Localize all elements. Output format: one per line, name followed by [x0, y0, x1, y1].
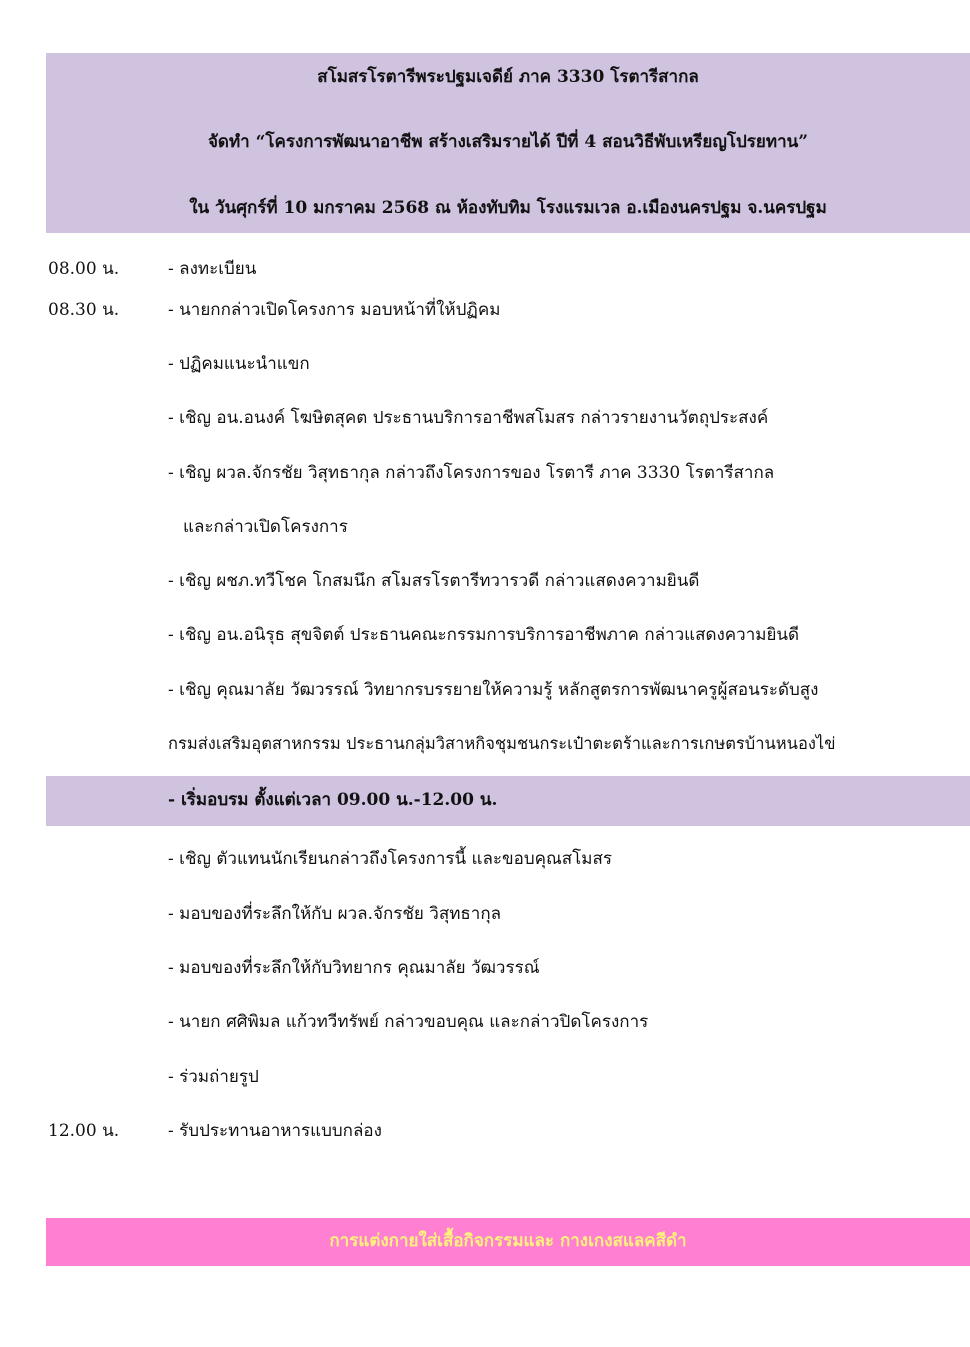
- schedule-item: - เชิญ ผวล.จักรชัย วิสุทธากุล กล่าวถึงโครงการของ โรตารี ภาค 3330 โรตารีสากล: [168, 463, 775, 483]
- schedule-item: - รับประทานอาหารแบบกล่อง: [168, 1121, 382, 1141]
- schedule-time: 08.30 น.: [48, 300, 120, 320]
- schedule-item: - นายกกล่าวเปิดโครงการ มอบหน้าที่ให้ปฏิคม: [168, 300, 501, 320]
- schedule-item: - ร่วมถ่ายรูป: [168, 1067, 259, 1087]
- dress-code-note: การแต่งกายใส่เสื้อกิจกรรมและ กางเกงสแลคสีดำ: [329, 1231, 687, 1251]
- schedule-time: 08.00 น.: [48, 259, 120, 279]
- schedule-item: - มอบของที่ระลึกให้กับวิทยากร คุณมาลัย วัฒวรรณ์: [168, 958, 540, 978]
- schedule-item: - เชิญ ตัวแทนนักเรียนกล่าวถึงโครงการนี้ และขอบคุณสโมสร: [168, 849, 613, 869]
- schedule-item: - เชิญ ผชภ.ทวีโชค โกสมนึก สโมสรโรตารีทวารวดี กล่าวแสดงความยินดี: [168, 571, 700, 591]
- schedule-item: - เชิญ อน.อนงค์ โฆษิตสุคต ประธานบริการอาชีพสโมสร กล่าวรายงานวัตถุประสงค์: [168, 408, 769, 428]
- schedule-item: - มอบของที่ระลึกให้กับ ผวล.จักรชัย วิสุทธากุล: [168, 904, 502, 924]
- project-title: จัดทำ “โครงการพัฒนาอาชีพ สร้างเสริมรายได้ ปีที่ 4 สอนวิธีพับเหรียญโปรยทาน”: [207, 132, 809, 152]
- schedule-item: - นายก ศศิพิมล แก้วทวีทรัพย์ กล่าวขอบคุณ และกล่าวปิดโครงการ: [168, 1012, 649, 1032]
- event-date-venue: ใน วันศุกร์ที่ 10 มกราคม 2568 ณ ห้องทับทิม โรงแรมเวล อ.เมืองนครปฐม จ.นครปฐม: [189, 198, 827, 218]
- dress-code-banner: [46, 1218, 970, 1266]
- schedule-time: 12.00 น.: [48, 1121, 120, 1141]
- schedule-item: - เชิญ คุณมาลัย วัฒวรรณ์ วิทยากรบรรยายให้ความรู้ หลักสูตรการพัฒนาครูผู้สอนระดับสูง: [168, 680, 819, 700]
- header-banner: [46, 53, 970, 233]
- training-session-label: - เริ่มอบรม ตั้งแต่เวลา 09.00 น.-12.00 น.: [168, 790, 498, 810]
- schedule-item: - เชิญ อน.อนิรุธ สุขจิตต์ ประธานคณะกรรมการบริการอาชีพภาค กล่าวแสดงความยินดี: [168, 625, 800, 645]
- schedule-item: - ลงทะเบียน: [168, 259, 257, 279]
- training-session-band: [46, 776, 970, 826]
- club-title: สโมสรโรตารีพระปฐมเจดีย์ ภาค 3330 โรตารีสากล: [317, 67, 699, 87]
- schedule-item: กรมส่งเสริมอุตสาหกรรม ประธานกลุ่มวิสาหกิจชุมชนกระเป๋าตะตร้าและการเกษตรบ้านหนองไข่: [168, 734, 836, 753]
- schedule-item: และกล่าวเปิดโครงการ: [183, 517, 348, 537]
- schedule-item: - ปฏิคมแนะนำแขก: [168, 354, 310, 374]
